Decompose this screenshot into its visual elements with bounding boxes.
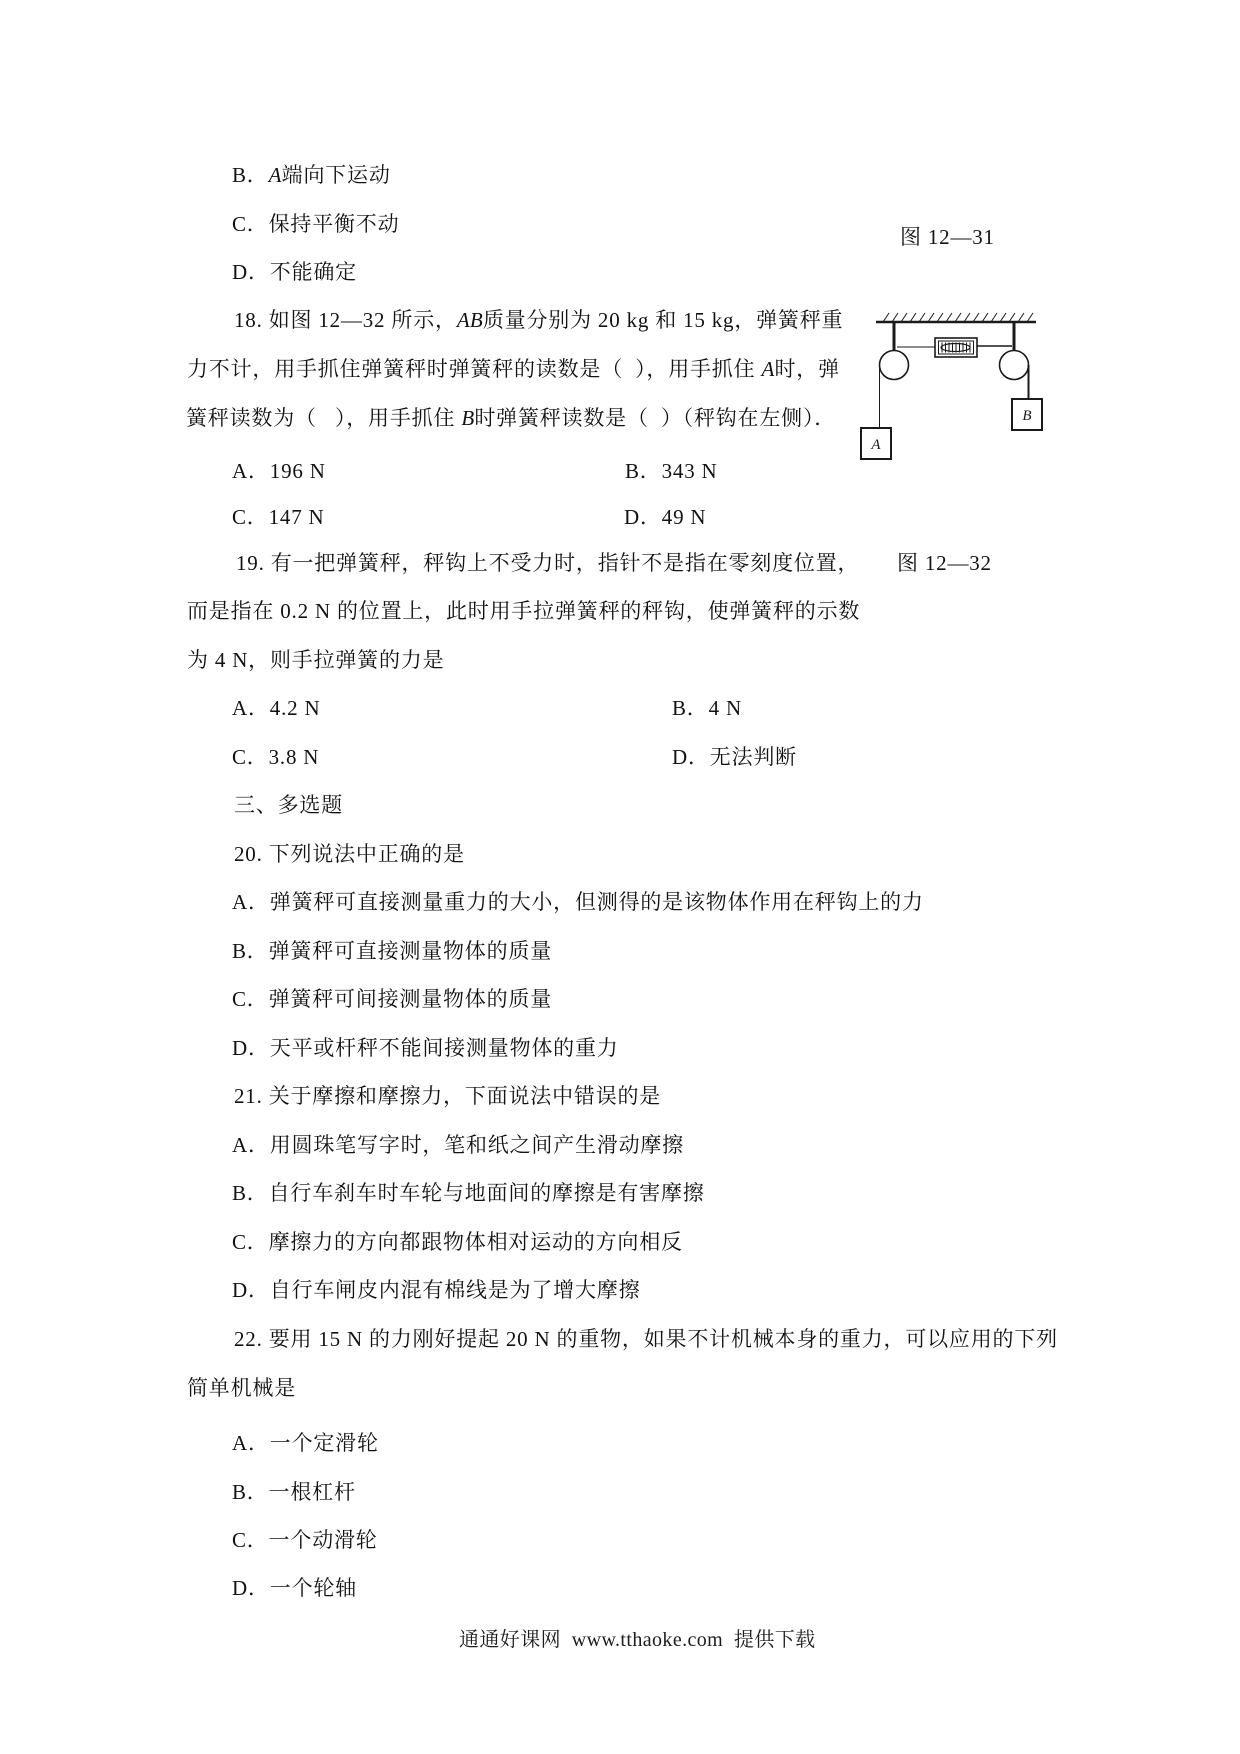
text-run: D．不能确定 [232, 260, 357, 284]
q20-option-a [232, 891, 924, 913]
q20-option-b [232, 940, 552, 962]
weight-b-label: B [1022, 408, 1032, 424]
text-run: A．弹簧秤可直接测量重力的大小，但测得的是该物体作用在秤钩上的力 [232, 890, 924, 914]
q18-option-c [232, 506, 325, 528]
text-run: D．49 N [624, 505, 707, 529]
text-run: 简单机械是 [187, 1376, 296, 1400]
q21-option-a [232, 1134, 684, 1156]
q21-option-c [232, 1231, 683, 1253]
q22-option-a [232, 1432, 379, 1454]
text-run: D．无法判断 [672, 745, 797, 769]
q21-option-b [232, 1182, 705, 1204]
text-run: 端向下运动 [281, 163, 391, 187]
q18-text-line-2 [187, 358, 840, 380]
q20-option-d [232, 1037, 619, 1059]
q18-option-a [232, 460, 326, 482]
text-run: B．343 N [625, 459, 718, 483]
q19-option-b [672, 697, 742, 719]
q19-text-line-3 [187, 649, 444, 671]
text-run: 21. 关于摩擦和摩擦力，下面说法中错误的是 [234, 1084, 662, 1108]
text-run: B．4 N [672, 696, 742, 720]
left-pulley-icon [880, 351, 909, 380]
text-run: C．摩擦力的方向都跟物体相对运动的方向相反 [232, 1230, 683, 1254]
text-run: D．天平或杆秤不能间接测量物体的重力 [232, 1036, 619, 1060]
text-run: 质量分别为 20 kg 和 15 kg，弹簧秤重 [482, 308, 844, 332]
text-run: 时，弹 [774, 357, 840, 381]
q22-text-line-1 [234, 1328, 1058, 1350]
text-run: 图 12—32 [897, 551, 992, 575]
q18-text-line-1 [234, 309, 843, 331]
q22-option-c [232, 1529, 378, 1551]
text-run: C．一个动滑轮 [232, 1528, 378, 1552]
q19-option-c [232, 746, 319, 768]
pulley-figure [853, 300, 1053, 470]
text-run: B． [232, 163, 269, 187]
figure-caption-12-32 [897, 552, 992, 574]
text-run: 通通好课网 www.tthaoke.com 提供下载 [459, 1629, 816, 1651]
text-run: D．自行车闸皮内混有棉线是为了增大摩擦 [232, 1278, 641, 1302]
q18-option-d [624, 506, 706, 528]
q22-option-d [232, 1577, 357, 1599]
q17-option-b [232, 164, 391, 186]
footer-watermark [459, 1629, 816, 1651]
text-run: 图 12—31 [900, 225, 995, 249]
text-run: 19. 有一把弹簧秤，秤钩上不受力时，指针不是指在零刻度位置， [236, 551, 860, 575]
section-heading-multiple-choice [234, 794, 343, 816]
text-run: A．4.2 N [232, 696, 321, 720]
text-run: A．一个定滑轮 [232, 1431, 379, 1455]
q20-option-c [232, 988, 552, 1010]
text-run: 三、多选题 [234, 793, 343, 817]
italic-variable: B [461, 406, 475, 430]
right-pulley-icon [1000, 351, 1029, 380]
text-run: C．147 N [232, 505, 325, 529]
italic-variable: AB [456, 308, 483, 332]
q19-option-d [672, 746, 797, 768]
text-run: B．一根杠杆 [232, 1480, 356, 1504]
italic-variable: A [268, 163, 282, 187]
q19-text-line-2 [187, 600, 860, 622]
text-run: C．3.8 N [232, 745, 320, 769]
text-run: 20. 下列说法中正确的是 [234, 842, 465, 866]
text-run: B．自行车刹车时车轮与地面间的摩擦是有害摩擦 [232, 1181, 705, 1205]
text-run: 簧秤读数为（ ），用手抓住 [186, 406, 462, 430]
text-run: C．弹簧秤可间接测量物体的质量 [232, 987, 553, 1011]
ceiling-hatch-icon [883, 313, 1033, 322]
text-run: D．一个轮轴 [232, 1576, 357, 1600]
q18-option-b [625, 460, 718, 482]
italic-variable: A [761, 357, 775, 381]
text-run: 18. 如图 12—32 所示， [234, 308, 457, 332]
spring-scale-icon [935, 338, 977, 357]
figure-caption-12-31 [900, 226, 995, 248]
q17-option-d [232, 261, 357, 283]
text-run: 22. 要用 15 N 的力刚好提起 20 N 的重物，如果不计机械本身的重力，可以应用的下列 [234, 1327, 1058, 1351]
q21-option-d [232, 1279, 640, 1301]
q20-text-line-1 [234, 843, 465, 865]
q17-option-c [232, 213, 399, 235]
text-run: 力不计，用手抓住弹簧秤时弹簧秤的读数是（ ），用手抓住 [187, 357, 762, 381]
q22-option-b [232, 1481, 356, 1503]
q22-text-line-2 [187, 1377, 296, 1399]
text-run: C．保持平衡不动 [232, 212, 400, 236]
q19-option-a [232, 697, 320, 719]
weight-a-label: A [871, 437, 881, 453]
text-run: 而是指在 0.2 N 的位置上，此时用手拉弹簧秤的秤钩，使弹簧秤的示数 [187, 599, 861, 623]
q21-text-line-1 [234, 1085, 661, 1107]
q18-text-line-3 [186, 407, 836, 429]
text-run: 时弹簧秤读数是（ ）（秤钩在左侧）． [474, 406, 837, 430]
text-run: B．弹簧秤可直接测量物体的质量 [232, 939, 553, 963]
text-run: 为 4 N，则手拉弹簧的力是 [187, 648, 445, 672]
text-run: A．196 N [232, 459, 326, 483]
text-run: A．用圆珠笔写字时，笔和纸之间产生滑动摩擦 [232, 1133, 684, 1157]
q19-text-line-1 [236, 552, 859, 574]
